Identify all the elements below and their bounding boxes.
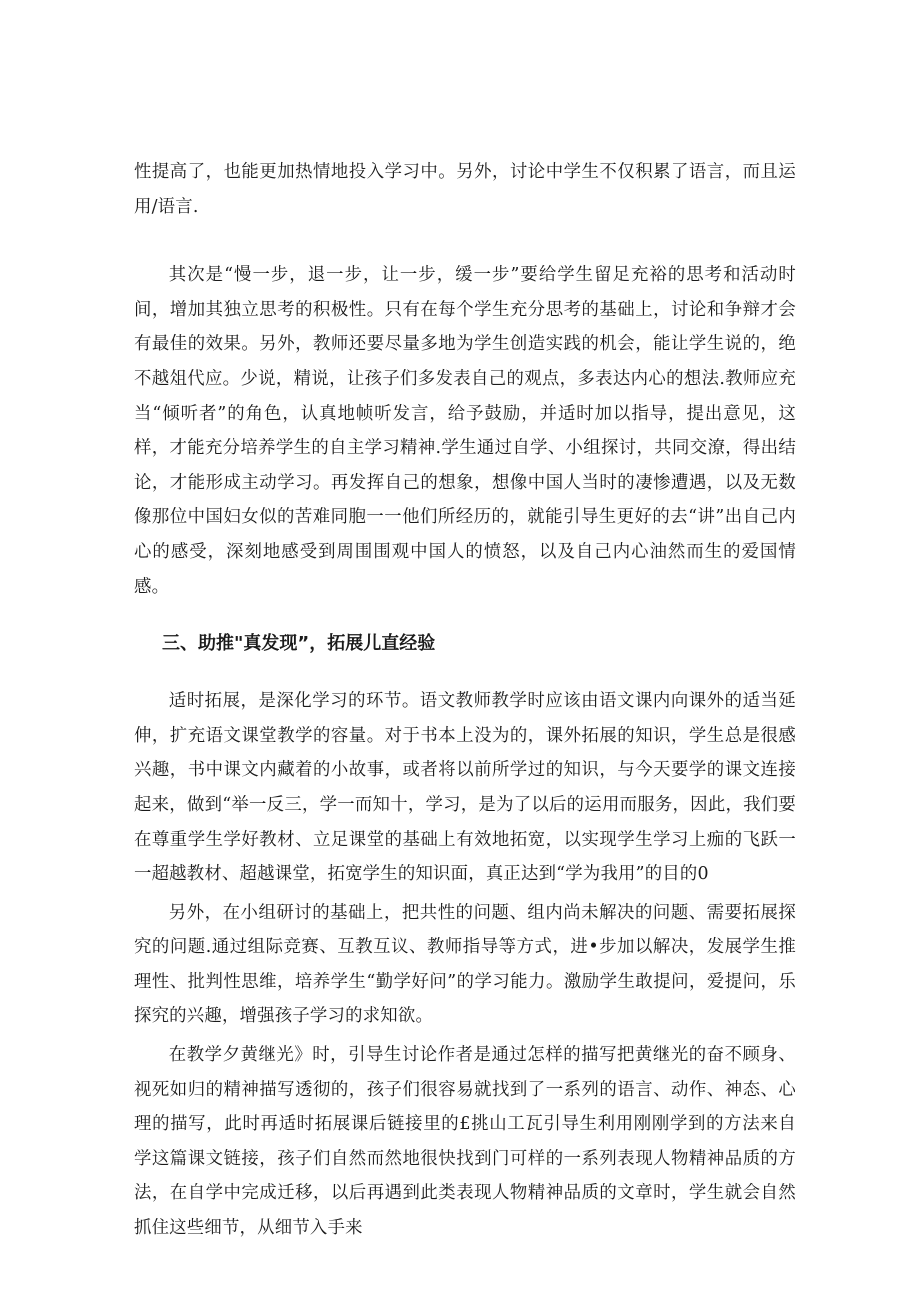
spacer: [134, 224, 796, 258]
paragraph-extension: 适时拓展，是深化学习的环节。语文教师教学时应该由语文课内向课外的适当延伸，扩充语文课堂教学的容量。对于书本上没为的，课外拓展的知识，学生总是很感兴趣，书中课文内藏着的小故事，或者将以前所学过的知识，与今天要学的课文连接起来，做到“举一反三，学一而知十，学习，是为了以后的运用而服务，因此，我们要在尊重学生学好教材、立足课堂的基础上有效地拓宽，以实现学生学习上痂的飞跃一一超越教材、超越课堂，拓宽学生的知识面，真正达到“学为我用”的目的0: [134, 691, 796, 885]
spacer: [134, 604, 796, 626]
paragraph-example: 在教学夕黄继光》时，引导生讨论作者是通过怎样的描写把黄继光的奋不顾身、视死如归的精神描写透彻的，孩子们很容易就找到了一系列的语言、动作、神态、心理的描写，此时再适时拓展课后链接里的£挑山工瓦引导生利用刚刚学到的方法来自学这篇课文链接，孩子们自然而然地很快找到门可样的一系列表现人物精神品质的方法，在自学中完成迁移，以后再遇到此类表现人物精神品质的文章时，学生就会自然抓住这些细节，从细节入手来: [134, 1045, 796, 1239]
document-body: [134, 155, 796, 1246]
paragraph-group-study: 另外，在小组研讨的基础上，把共性的问题、组内尚未解决的问题、需要拓展探究的问题.通过组际竞赛、互教互议、教师指导等方式，进•步加以解决，发展学生推理性、批判性思维，培养学生“勤学好问”的学习能力。激励学生敢提问，爱提问，乐探究的兴趣，增强孩子学习的求知欲。: [134, 902, 796, 1027]
paragraph-continuation: 性提高了，也能更加热情地投入学习中。另外，讨论中学生不仅积累了语言，而且运用/语言.: [134, 162, 796, 217]
paragraph-second-point: 其次是“慢一步，退一步，让一步，缓一步”要给学生留足充裕的思考和活动时间，增加其独立思考的积极性。只有在每个学生充分思考的基础上，讨论和争辩才会有最佳的效果。另外，教师还要尽量多地为学生创造实践的机会，能让学生说的，绝不越俎代应。少说，精说，让孩子们多发表自己的观点，多表达内心的想法.教师应充当“倾听者”的角色，认真地帧听发言，给予鼓励，并适时加以指导，提出意见，这样，才能充分培养学生的自主学习精神.学生通过自学、小组探讨，共同交潦，得出结论，才能形成主动学习。再发挥自己的想象，想像中国人当时的凄惨遭遇，以及无数像那位中国妇女似的苦难同胞一一他们所经历的，就能引导生更好的去“讲”出自己内心的感受，深刻地感受到周围围观中国人的愤怒，以及自己内心油然而生的爱国情感。: [134, 265, 796, 597]
section-heading: 三、助推"真发现”，拓展儿直经验: [162, 633, 436, 655]
spacer: [134, 662, 796, 684]
